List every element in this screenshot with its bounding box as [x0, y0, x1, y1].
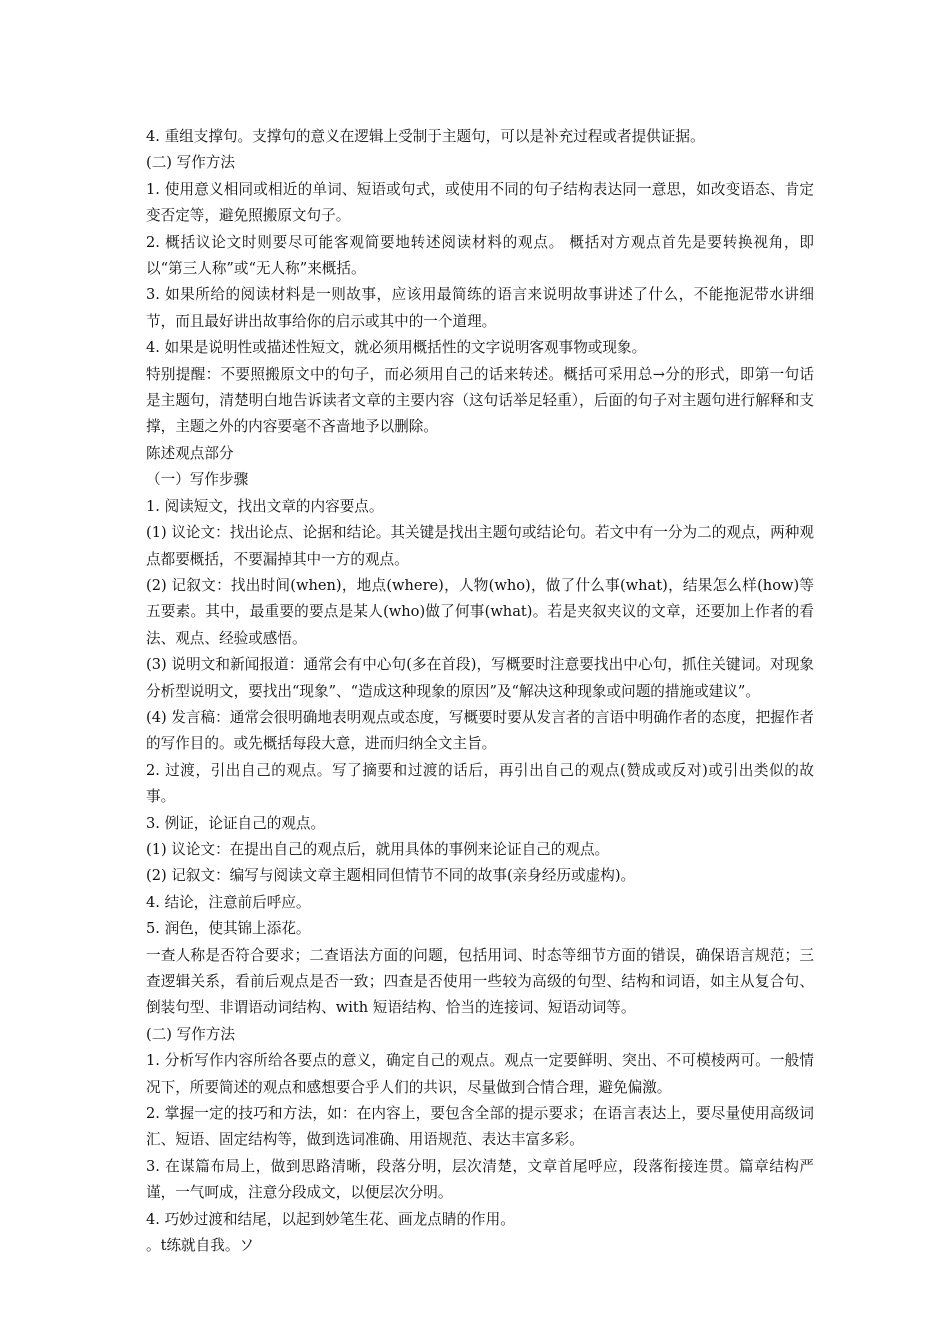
paragraph: 3. 如果所给的阅读材料是一则故事，应该用最简练的语言来说明故事讲述了什么，不能拖泥带水讲细节，而且最好讲出故事给你的启示或其中的一个道理。 [146, 286, 814, 330]
paragraph: 4. 结论，注意前后呼应。 [146, 893, 311, 911]
paragraph: 1. 阅读短文，找出文章的内容要点。 [146, 497, 384, 515]
paragraph: 3. 在谋篇布局上，做到思路清晰，段落分明，层次清楚，文章首尾呼应，段落衔接连贯。篇章结构严谨，一气呵成，注意分段成文，以便层次分明。 [146, 1157, 814, 1202]
paragraph: (3) 说明文和新闻报道：通常会有中心句(多在首段)，写概要时注意要找出中心句，抓住关键词。对现象分析型说明文，要找出“现象”、“造成这种现象的原因”及“解决这种现象或问题的措施或建议”。 [146, 656, 814, 700]
paragraph: (4) 发言稿：通常会很明确地表明观点或态度，写概要时要从发言者的言语中明确作者的态度，把握作者的写作目的。或先概括每段大意，进而归纳全文主旨。 [146, 708, 814, 753]
paragraph: 2. 概括议论文时则要尽可能客观简要地转述阅读材料的观点。 概括对方观点首先是要转换视角，即以“第三人称”或“无人称”来概括。 [146, 233, 814, 278]
document-body [146, 124, 814, 1259]
paragraph: 一查人称是否符合要求；二查语法方面的问题，包括用词、时态等细节方面的错误，确保语言规范；三查逻辑关系，看前后观点是否一致；四查是否使用一些较为高级的句型、结构和词语，如主从复合句、倒装句型、非谓语动词结构、with 短语结构、恰当的连接词、短语动词等。 [146, 946, 814, 1017]
paragraph: 1. 分析写作内容所给各要点的意义，确定自己的观点。观点一定要鲜明、突出、不可模棱两可。一般情况下，所要简述的观点和感想要合乎人们的共识，尽量做到合情合理，避免偏激。 [146, 1052, 814, 1096]
section-heading: 陈述观点部分 [146, 444, 234, 462]
paragraph: (2) 记叙文：编写与阅读文章主题相同但情节不同的故事(亲身经历或虚构)。 [146, 867, 636, 885]
paragraph: 1. 使用意义相同或相近的单词、短语或句式，或使用不同的句子结构表达同一意思，如改变语态、肯定变否定等，避免照搬原文句子。 [146, 180, 814, 225]
paragraph: 5. 润色，使其锦上添花。 [146, 920, 311, 938]
paragraph: (2) 记叙文：找出时间(when)，地点(where)，人物(who)，做了什么事(what)，结果怎么样(how)等五要素。其中，最重要的要点是某人(who)做了何事(what)。若是夹叙夹议的文章，还要加上作者的看法、观点、经验或感悟。 [146, 576, 814, 647]
paragraph: 4. 巧妙过渡和结尾，以起到妙笔生花、画龙点睛的作用。 [146, 1210, 515, 1228]
paragraph: 4. 如果是说明性或描述性短文，就必须用概括性的文字说明客观事物或现象。 [146, 339, 647, 357]
section-heading: （一）写作步骤 [146, 471, 249, 489]
paragraph: (1) 议论文：找出论点、论据和结论。其关键是找出主题句或结论句。若文中有一分为二的观点，两种观点都要概括，不要漏掉其中一方的观点。 [146, 524, 814, 568]
section-heading: (二) 写作方法 [146, 1025, 235, 1043]
paragraph: (1) 议论文：在提出自己的观点后，就用具体的事例来论证自己的观点。 [146, 840, 610, 858]
paragraph: 2. 掌握一定的技巧和方法，如：在内容上，要包含全部的提示要求；在语言表达上，要尽量使用高级词汇、短语、固定结构等，做到选词准确、用语规范、表达丰富多彩。 [146, 1105, 814, 1149]
paragraph: 2. 过渡，引出自己的观点。写了摘要和过渡的话后，再引出自己的观点(赞成或反对)或引出类似的故事。 [146, 761, 814, 806]
paragraph: 4. 重组支撑句。支撑句的意义在逻辑上受制于主题句，可以是补充过程或者提供证据。 [146, 128, 705, 145]
paragraph: 特别提醒：不要照搬原文中的句子，而必须用自己的话来转述。概括可采用总→分的形式，即第一句话是主题句，清楚明白地告诉读者文章的主要内容（这句话举足轻重），后面的句子对主题句进行解释和支撑，主题之外的内容要毫不吝啬地予以删除。 [146, 365, 814, 436]
paragraph: 3. 例证，论证自己的观点。 [146, 814, 326, 832]
section-heading: (二) 写作方法 [146, 154, 235, 172]
trailing-note: 。t练就自我。ソ [146, 1237, 255, 1255]
